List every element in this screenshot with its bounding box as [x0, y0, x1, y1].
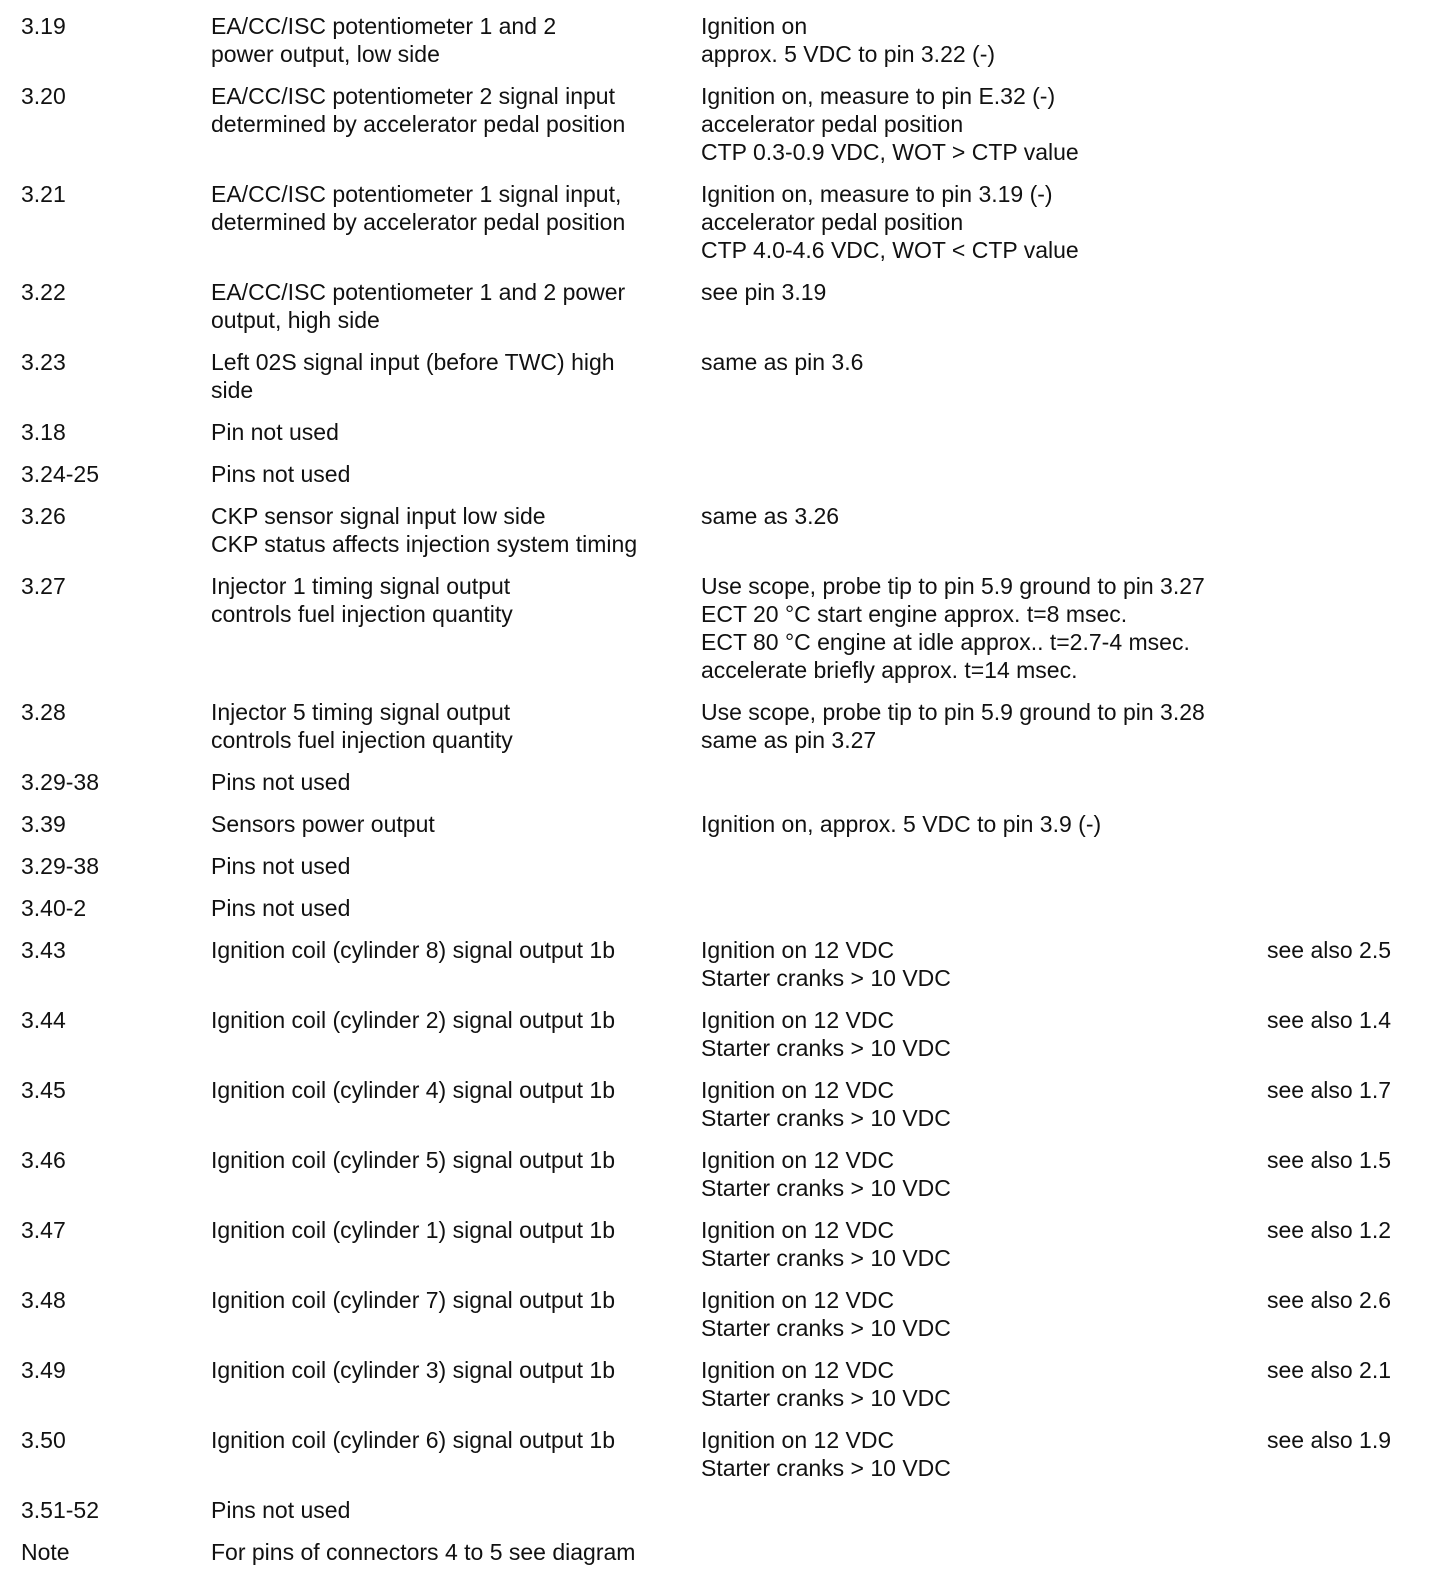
test-condition — [701, 1356, 951, 1412]
function-line: Left 02S signal input (before TWC) high — [211, 349, 615, 375]
test-line: Use scope, probe tip to pin 5.9 ground to pin 3.27 — [701, 573, 1205, 599]
table-row — [0, 810, 1456, 838]
pin-number: 3.50 — [21, 1427, 66, 1453]
function-line: Pins not used — [211, 461, 351, 487]
table-row — [0, 1356, 1456, 1412]
pin-function — [211, 1538, 635, 1566]
pin-number: 3.49 — [21, 1357, 66, 1383]
test-line: CTP 0.3-0.9 VDC, WOT > CTP value — [701, 139, 1079, 165]
pin-function — [211, 1216, 615, 1244]
function-line: Pins not used — [211, 895, 351, 921]
table-row — [0, 894, 1456, 922]
pin-number: 3.47 — [21, 1217, 66, 1243]
pin-function — [211, 936, 615, 964]
test-condition — [701, 180, 1079, 264]
test-line: accelerator pedal position — [701, 209, 964, 235]
pin-function — [211, 810, 435, 838]
test-condition — [701, 82, 1079, 166]
function-line: Sensors power output — [211, 811, 435, 837]
test-line: same as 3.26 — [701, 503, 840, 529]
table-row — [0, 502, 1456, 558]
test-condition — [701, 348, 863, 376]
test-line: approx. 5 VDC to pin 3.22 (-) — [701, 41, 996, 67]
test-line: ECT 20 °C start engine approx. t=8 msec. — [701, 601, 1128, 627]
table-row — [0, 278, 1456, 334]
see-also-reference: see also 1.4 — [1267, 1007, 1392, 1033]
test-line: Starter cranks > 10 VDC — [701, 1385, 951, 1411]
see-also-reference: see also 1.9 — [1267, 1427, 1392, 1453]
test-line: Ignition on 12 VDC — [701, 1287, 895, 1313]
test-condition — [701, 1006, 951, 1062]
test-line: Ignition on 12 VDC — [701, 1427, 895, 1453]
pin-number: 3.28 — [21, 699, 66, 725]
pin-function — [211, 502, 637, 558]
function-line: Pins not used — [211, 1497, 351, 1523]
test-line: see pin 3.19 — [701, 279, 827, 305]
test-line: accelerate briefly approx. t=14 msec. — [701, 657, 1078, 683]
test-line: Starter cranks > 10 VDC — [701, 1175, 951, 1201]
test-condition — [701, 1286, 951, 1342]
pin-number: 3.22 — [21, 279, 66, 305]
function-line: Pin not used — [211, 419, 339, 445]
pin-number: 3.21 — [21, 181, 66, 207]
function-line: Ignition coil (cylinder 6) signal output 1b — [211, 1427, 616, 1453]
pin-number: 3.40-2 — [21, 895, 87, 921]
test-condition — [701, 1076, 951, 1132]
function-line: Ignition coil (cylinder 5) signal output 1b — [211, 1147, 616, 1173]
test-condition — [701, 1146, 951, 1202]
pin-number: 3.29-38 — [21, 853, 100, 879]
test-condition — [701, 698, 1205, 754]
table-row — [0, 852, 1456, 880]
see-also-reference: see also 1.2 — [1267, 1217, 1392, 1243]
test-line: Ignition on 12 VDC — [701, 1357, 895, 1383]
test-condition — [701, 810, 1101, 838]
test-line: Ignition on 12 VDC — [701, 1217, 895, 1243]
pin-number: 3.24-25 — [21, 461, 100, 487]
function-line: Ignition coil (cylinder 4) signal output 1b — [211, 1077, 616, 1103]
pin-function — [211, 12, 556, 68]
function-line: determined by accelerator pedal position — [211, 209, 626, 235]
table-row — [0, 1146, 1456, 1202]
function-line: Injector 5 timing signal output — [211, 699, 511, 725]
test-line: Starter cranks > 10 VDC — [701, 965, 951, 991]
pin-function — [211, 180, 625, 236]
pin-number: 3.20 — [21, 83, 66, 109]
pin-number: 3.43 — [21, 937, 66, 963]
function-line: Ignition coil (cylinder 8) signal output 1b — [211, 937, 616, 963]
table-row — [0, 1216, 1456, 1272]
pin-function — [211, 698, 513, 754]
test-line: Use scope, probe tip to pin 5.9 ground to pin 3.28 — [701, 699, 1205, 725]
table-row — [0, 1496, 1456, 1524]
pin-number: 3.23 — [21, 349, 66, 375]
function-line: Pins not used — [211, 769, 351, 795]
test-line: same as pin 3.6 — [701, 349, 864, 375]
table-row — [0, 1076, 1456, 1132]
test-condition — [701, 278, 826, 306]
test-line: Starter cranks > 10 VDC — [701, 1245, 951, 1271]
pin-number: 3.29-38 — [21, 769, 100, 795]
function-line: power output, low side — [211, 41, 440, 67]
table-row — [0, 1426, 1456, 1482]
see-also-reference: see also 2.1 — [1267, 1357, 1392, 1383]
pin-number: 3.44 — [21, 1007, 66, 1033]
function-line: Ignition coil (cylinder 1) signal output 1b — [211, 1217, 616, 1243]
test-line: Ignition on 12 VDC — [701, 937, 895, 963]
pin-number: 3.19 — [21, 13, 66, 39]
pin-function — [211, 1146, 615, 1174]
function-line: Ignition coil (cylinder 7) signal output 1b — [211, 1287, 616, 1313]
test-condition — [701, 1216, 951, 1272]
table-row — [0, 460, 1456, 488]
pin-function — [211, 852, 350, 880]
pin-number: 3.39 — [21, 811, 66, 837]
test-line: accelerator pedal position — [701, 111, 964, 137]
test-condition — [701, 12, 995, 68]
pin-function — [211, 1286, 615, 1314]
pin-function — [211, 572, 513, 628]
pin-number: 3.18 — [21, 419, 66, 445]
test-line: Starter cranks > 10 VDC — [701, 1455, 951, 1481]
test-line: Starter cranks > 10 VDC — [701, 1035, 951, 1061]
function-line: CKP status affects injection system timing — [211, 531, 638, 557]
function-line: EA/CC/ISC potentiometer 1 and 2 power — [211, 279, 626, 305]
pin-function — [211, 1076, 615, 1104]
pin-function — [211, 1496, 350, 1524]
function-line: determined by accelerator pedal position — [211, 111, 626, 137]
pin-function — [211, 278, 625, 334]
see-also-reference: see also 1.5 — [1267, 1147, 1392, 1173]
table-row — [0, 82, 1456, 166]
pin-function — [211, 894, 350, 922]
pin-number: 3.45 — [21, 1077, 66, 1103]
function-line: EA/CC/ISC potentiometer 1 and 2 — [211, 13, 557, 39]
test-line: Ignition on 12 VDC — [701, 1077, 895, 1103]
table-row — [0, 572, 1456, 684]
pin-function — [211, 348, 615, 404]
function-line: EA/CC/ISC potentiometer 1 signal input, — [211, 181, 622, 207]
pin-function — [211, 418, 339, 446]
function-line: Pins not used — [211, 853, 351, 879]
table-row — [0, 180, 1456, 264]
test-line: CTP 4.0-4.6 VDC, WOT < CTP value — [701, 237, 1079, 263]
table-row — [0, 768, 1456, 796]
function-line: controls fuel injection quantity — [211, 601, 513, 627]
table-row — [0, 418, 1456, 446]
see-also-reference: see also 2.5 — [1267, 937, 1392, 963]
test-condition — [701, 502, 839, 530]
function-line: Ignition coil (cylinder 3) signal output 1b — [211, 1357, 616, 1383]
test-line: Ignition on 12 VDC — [701, 1007, 895, 1033]
pin-function — [211, 768, 350, 796]
pin-function — [211, 1006, 615, 1034]
see-also-reference: see also 1.7 — [1267, 1077, 1392, 1103]
pin-number: 3.51-52 — [21, 1497, 100, 1523]
function-line: controls fuel injection quantity — [211, 727, 513, 753]
table-row — [0, 1286, 1456, 1342]
function-line: EA/CC/ISC potentiometer 2 signal input — [211, 83, 615, 109]
test-line: Starter cranks > 10 VDC — [701, 1105, 951, 1131]
pin-number: 3.46 — [21, 1147, 66, 1173]
test-condition — [701, 572, 1205, 684]
pin-function — [211, 82, 625, 138]
function-line: CKP sensor signal input low side — [211, 503, 546, 529]
table-row — [0, 12, 1456, 68]
table-row — [0, 936, 1456, 992]
function-line: side — [211, 377, 254, 403]
test-line: same as pin 3.27 — [701, 727, 877, 753]
see-also-reference: see also 2.6 — [1267, 1287, 1392, 1313]
test-line: Ignition on 12 VDC — [701, 1147, 895, 1173]
pin-number: Note — [21, 1539, 70, 1565]
function-line: output, high side — [211, 307, 380, 333]
test-condition — [701, 1426, 951, 1482]
test-line: ECT 80 °C engine at idle approx.. t=2.7-4 msec. — [701, 629, 1190, 655]
function-line: Injector 1 timing signal output — [211, 573, 511, 599]
test-line: Ignition on, approx. 5 VDC to pin 3.9 (-) — [701, 811, 1102, 837]
pin-number: 3.48 — [21, 1287, 66, 1313]
pin-number: 3.26 — [21, 503, 66, 529]
pin-function — [211, 1426, 615, 1454]
pin-number: 3.27 — [21, 573, 66, 599]
table-row — [0, 1006, 1456, 1062]
table-row — [0, 1538, 1456, 1566]
pin-function — [211, 460, 350, 488]
table-row — [0, 348, 1456, 404]
test-line: Ignition on, measure to pin E.32 (-) — [701, 83, 1056, 109]
test-line: Ignition on, measure to pin 3.19 (-) — [701, 181, 1053, 207]
function-line: For pins of connectors 4 to 5 see diagram — [211, 1539, 636, 1565]
test-line: Ignition on — [701, 13, 808, 39]
test-condition — [701, 936, 951, 992]
pin-function — [211, 1356, 615, 1384]
function-line: Ignition coil (cylinder 2) signal output 1b — [211, 1007, 616, 1033]
table-row — [0, 698, 1456, 754]
test-line: Starter cranks > 10 VDC — [701, 1315, 951, 1341]
